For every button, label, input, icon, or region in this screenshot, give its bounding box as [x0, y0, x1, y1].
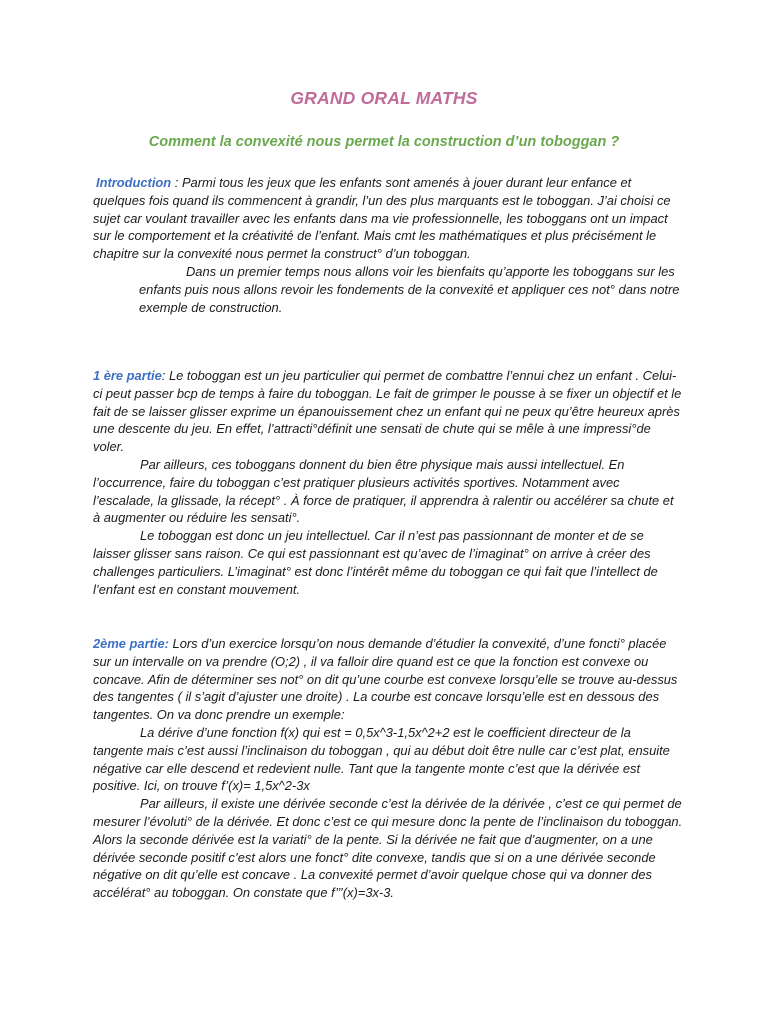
part1-paragraph: [93, 367, 683, 456]
part2-paragraph: [93, 635, 683, 724]
page-title: GRAND ORAL MATHS: [290, 88, 478, 108]
part2-paragraph-2: La dérive d’une fonction f(x) qui est = 0,5x^3-1,5x^2+2 est le coefficient directeur de la tangente mais c’est aussi l’inclinaison du toboggan , qui au début doit être nulle car c’est plat, ensuite négative car elle descend et redevient nulle. Tant que la tangente monte c’est que la dérivée est positive. Ici, on trouve f’(x)= 1,5x^2-3x: [93, 724, 670, 794]
introduction-plan-text: Dans un premier temps nous allons voir les bienfaits qu’apporte les toboggans sur les enfants puis nous allons revoir les fondements de la convexité et appliquer ces not° dans notre exemple de construction.: [139, 263, 680, 315]
introduction-section: [93, 174, 683, 316]
part1-paragraph-2: Par ailleurs, ces toboggans donnent du bien être physique mais aussi intellectuel. En l’occurrence, faire du toboggan c’est pratiquer plusieurs activités sportives. Notamment avec l’escalade, la glissade, la récept° . À force de pratiquer, il apprendra à ralentir ou accélérer sa chute et à augmenter ou réduire les sensati°.: [93, 456, 674, 526]
introduction-paragraph: [93, 174, 683, 263]
part1-text: Le toboggan est un jeu particulier qui permet de combattre l’ennui chez un enfant . Celui-ci peut passer bcp de temps à faire du toboggan. Le fait de grimper le pousse à se fixer un objectif et le fait de se laisser glisser exprime un épanouissement chez un enfant qui ne peux qu’être heureux après une descente du jeu. En effet, l’attracti°définit une sensati de chute qui se mêle à une impressi°de voler.: [93, 368, 682, 455]
part2-paragraph-3: Par ailleurs, il existe une dérivée seconde c’est la dérivée de la dérivée , c’est ce qui permet de mesurer l’évoluti° de la dérivée. Et donc c’est ce qui mesure donc la pente de l’inclinaison du toboggan. Alors la seconde dérivée est la variati° de la pente. Si la dérivée ne fait que d’augmenter, on a une dérivée seconde positif c’est alors une fonct° dite convexe, tandis que si on a une dérivée seconde négative on dit qu’elle est concave . La convexité permet d’avoir quelque chose qui va donner des accélérat° au toboggan. On constate que f’’’(x)=3x-3.: [93, 796, 683, 901]
page-subtitle: Comment la convexité nous permet la construction d’un toboggan ?: [148, 134, 620, 150]
introduction-text: Parmi tous les jeux que les enfants sont amenés à jouer durant leur enfance et quelques fois quand ils commencent à grandir, l’un des plus marquants est le toboggan. J’ai choisi ce sujet car voulant travailler avec les enfants dans ma vie professionnelle, les toboggans ont un impact sur le comportement et la créativité de l’enfant. Mais cmt les mathématiques et plus précisément le chapitre sur la convexité nous permet la construct° d’un toboggan.: [93, 175, 671, 262]
part1-label: 1 ère partie: [93, 368, 162, 383]
part1-paragraph-3: Le toboggan est donc un jeu intellectuel. Car il n’est pas passionnant de monter et de se laisser glisser sans raison. Ce qui est passionnant est qu’avec de l’imaginat° on arrive à créer des challenges particuliers. L’imaginat° est donc l’intérêt même du toboggan ce qui fait que l’intellect de l’enfant est en constant mouvement.: [93, 528, 658, 597]
introduction-label: Introduction: [96, 175, 172, 190]
part2-section: [93, 635, 683, 902]
introduction-separator: :: [171, 175, 182, 190]
part2-text: Lors d’un exercice lorsqu’on nous demande d’étudier la convexité, d’une foncti° placée sur un intervalle on va prendre (O;2) , il va falloir dire quand est ce que la fonction est convexe ou concave. Afin de déterminer ses not° on dit qu’une courbe est convexe lorsqu’elle se trouve au-dessus des tangentes ( il s’agit d’ajuster une droite) . La courbe est concave lorsqu’elle est en dessous des tangentes. On va donc prendre un exemple:: [93, 636, 678, 723]
part2-label: 2ème partie:: [93, 636, 169, 651]
part1-separator: :: [161, 368, 169, 383]
part1-section: [93, 367, 683, 598]
introduction-plan: [93, 263, 683, 316]
